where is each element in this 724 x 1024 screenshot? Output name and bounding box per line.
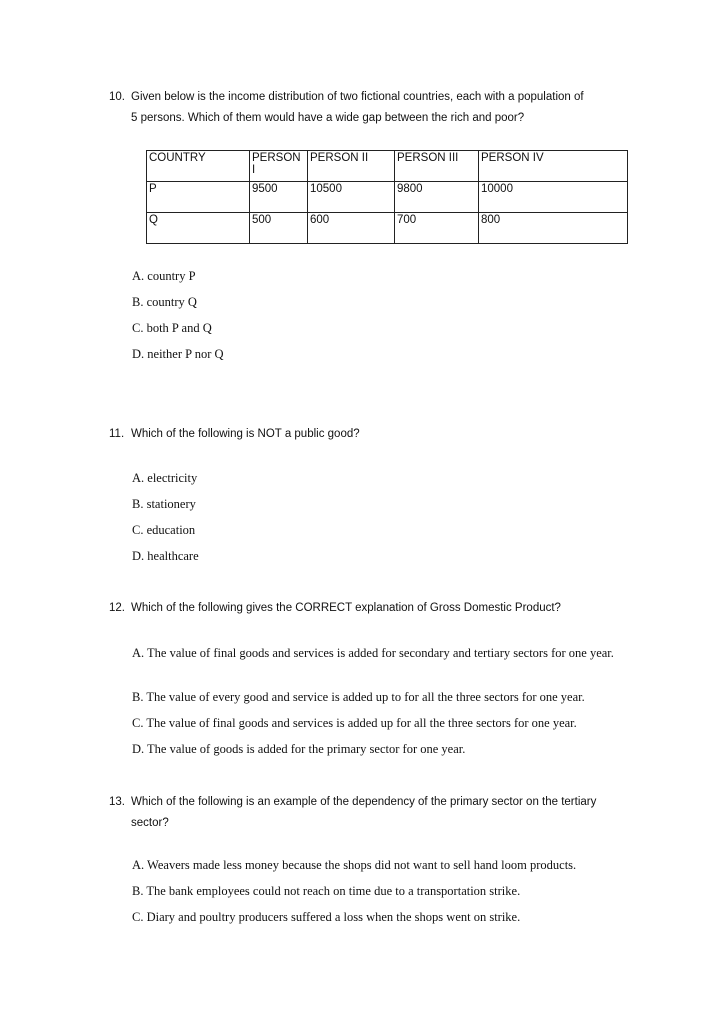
question-11-stem bbox=[109, 424, 644, 445]
table-cell: 800 bbox=[479, 213, 628, 244]
table-row bbox=[147, 182, 628, 213]
table-header-cell: PERSON II bbox=[308, 151, 395, 182]
option-a[interactable]: A. The value of final goods and services is added for secondary and tertiary sectors for one year. bbox=[132, 646, 614, 660]
table-cell: 10500 bbox=[308, 182, 395, 213]
question-number: 11. bbox=[109, 428, 125, 440]
table-header-cell: PERSON I bbox=[250, 151, 308, 182]
question-12-stem bbox=[109, 598, 644, 619]
question-number: 12. bbox=[109, 602, 125, 614]
table-cell: 700 bbox=[395, 213, 479, 244]
question-text: Which of the following is NOT a public good? bbox=[131, 428, 360, 440]
table-cell: Q bbox=[147, 213, 250, 244]
option-d[interactable]: D. neither P nor Q bbox=[132, 347, 224, 361]
option-d[interactable]: D. healthcare bbox=[132, 549, 199, 563]
table-row bbox=[147, 213, 628, 244]
question-10-stem bbox=[109, 87, 644, 129]
question-number: 13. bbox=[109, 796, 125, 808]
option-c[interactable]: C. Diary and poultry producers suffered a loss when the shops went on strike. bbox=[132, 910, 521, 924]
option-b[interactable]: B. stationery bbox=[132, 497, 196, 511]
question-13-stem bbox=[109, 792, 644, 834]
table-cell: 600 bbox=[308, 213, 395, 244]
table-cell: 500 bbox=[250, 213, 308, 244]
option-b[interactable]: B. country Q bbox=[132, 295, 197, 309]
table-cell: 9500 bbox=[250, 182, 308, 213]
question-text-continued: 5 persons. Which of them would have a wide gap between the rich and poor? bbox=[131, 112, 525, 124]
option-b[interactable]: B. The value of every good and service is added up to for all the three sectors for one year. bbox=[132, 690, 585, 704]
option-c[interactable]: C. both P and Q bbox=[132, 321, 212, 335]
option-d[interactable]: D. The value of goods is added for the primary sector for one year. bbox=[132, 742, 466, 756]
option-a[interactable]: A. Weavers made less money because the shops did not want to sell hand loom products. bbox=[132, 858, 577, 872]
table-cell: 10000 bbox=[479, 182, 628, 213]
question-text-continued: sector? bbox=[131, 817, 169, 829]
table-header-cell: COUNTRY bbox=[147, 151, 250, 182]
option-a[interactable]: A. electricity bbox=[132, 471, 198, 485]
income-distribution-table bbox=[146, 150, 628, 244]
question-text: Which of the following is an example of the dependency of the primary sector on the tertiary bbox=[131, 796, 597, 808]
table-cell: 9800 bbox=[395, 182, 479, 213]
question-text: Which of the following gives the CORRECT explanation of Gross Domestic Product? bbox=[131, 602, 561, 614]
table-cell: P bbox=[147, 182, 250, 213]
question-number: 10. bbox=[109, 91, 125, 103]
table-header-cell: PERSON IV bbox=[479, 151, 628, 182]
option-c[interactable]: C. The value of final goods and services is added up for all the three sectors for one year. bbox=[132, 716, 577, 730]
option-b[interactable]: B. The bank employees could not reach on time due to a transportation strike. bbox=[132, 884, 521, 898]
question-text: Given below is the income distribution of two fictional countries, each with a population of bbox=[131, 91, 584, 103]
option-c[interactable]: C. education bbox=[132, 523, 196, 537]
table-header-cell: PERSON III bbox=[395, 151, 479, 182]
table-header-row bbox=[147, 151, 628, 182]
option-a[interactable]: A. country P bbox=[132, 269, 196, 283]
